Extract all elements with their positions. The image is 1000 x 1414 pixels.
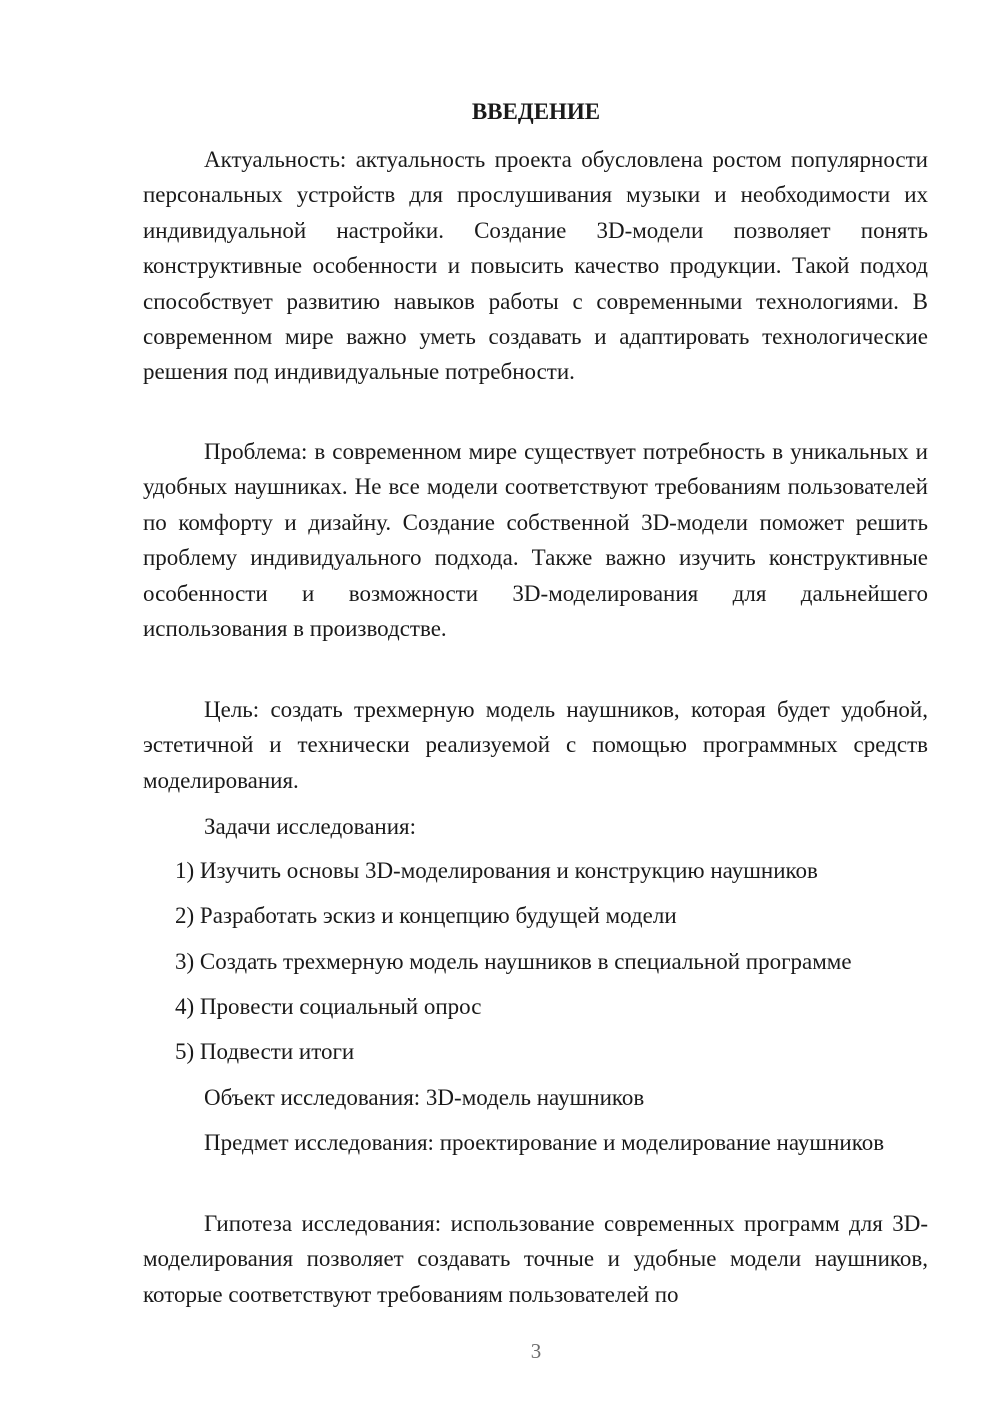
tasks-heading: Задачи исследования:: [204, 814, 417, 839]
relevance-paragraph: Актуальность: актуальность проекта обусловлена ростом популярности персональных устройств для прослушивания музыки и необходимости их индивидуальной настройки. Создание 3D-модели позволяет понять конструктивные особенности и повысить качество продукции. Такой подход способствует развитию навыков работы с современными технологиями. В современном мире важно уметь создавать и адаптировать технологические решения под индивидуальные потребности.: [143, 147, 928, 385]
problem-paragraph: Проблема: в современном мире существует потребность в уникальных и удобных наушниках. Не все модели соответствуют требованиям пользователей по комфорту и дизайну. Создание собственной 3D-модели поможет решить проблему индивидуального подхода. Также важно изучить конструктивные особенности и возможности 3D-моделирования для дальнейшего использования в производстве.: [143, 439, 928, 642]
task-item: 2) Разработать эскиз и концепцию будущей модели: [175, 903, 677, 928]
page-title: ВВЕДЕНИЕ: [471, 99, 601, 124]
task-item: 5) Подвести итоги: [175, 1039, 355, 1064]
goal-paragraph: Цель: создать трехмерную модель наушников, которая будет удобной, эстетичной и технически реализуемой с помощью программных средств моделирования.: [143, 697, 928, 793]
hypothesis-paragraph: Гипотеза исследования: использование современных программ для 3D-моделирования позволяет создавать точные и удобные модели наушников, которые соответствуют требованиям пользователей по: [143, 1211, 928, 1307]
object-paragraph: Объект исследования: 3D-модель наушников: [204, 1085, 645, 1110]
task-item: 3) Создать трехмерную модель наушников в специальной программе: [175, 949, 852, 974]
subject-paragraph: Предмет исследования: проектирование и моделирование наушников: [204, 1130, 885, 1155]
task-item: 1) Изучить основы 3D-моделирования и конструкцию наушников: [175, 858, 818, 883]
task-item: 4) Провести социальный опрос: [175, 994, 482, 1019]
page-number: 3: [530, 1339, 542, 1363]
